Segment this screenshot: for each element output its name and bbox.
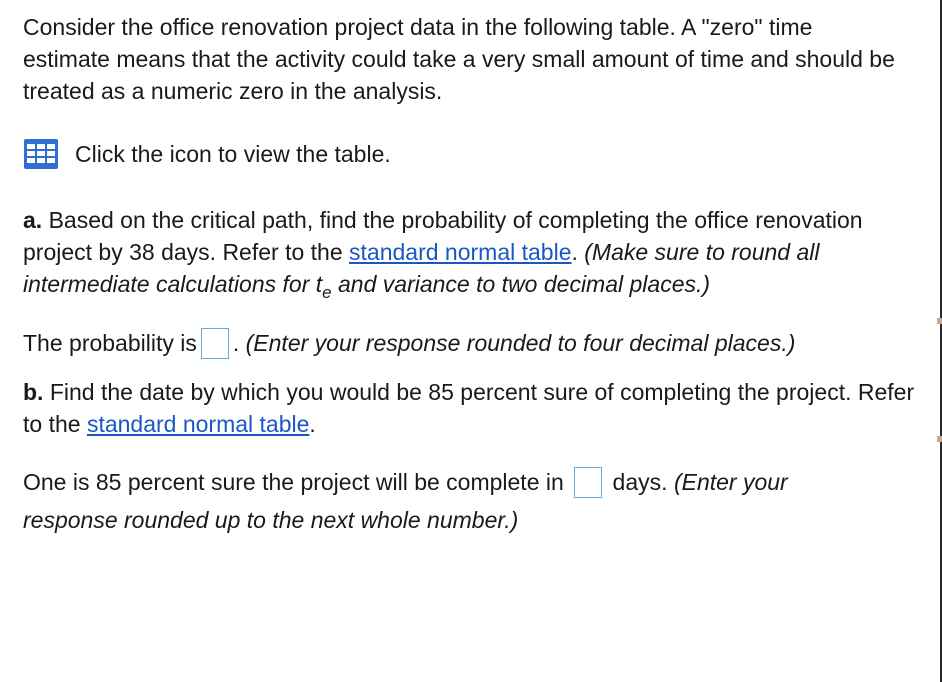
part-b-answer-suffix: days. <box>606 469 674 495</box>
standard-normal-table-link-a[interactable]: standard normal table <box>349 239 572 265</box>
part-a-instruction-1: (Make sure to round all intermediate calculations for t <box>23 239 820 297</box>
intro-text: Consider the office renovation project data in the following table. A "zero" time estimate means that the activity could take a very small amount of time and should be treated as a numeric zero in the analysis. <box>23 14 895 104</box>
part-a-text: Based on the critical path, find the probability of completing the office renovation project by 38 days. Refer to the <box>23 207 863 265</box>
part-a-answer-instruction: (Enter your response rounded to four decimal places.) <box>245 330 796 356</box>
part-b-answer-line <box>23 466 918 536</box>
days-input[interactable] <box>574 467 602 498</box>
part-a-label: a. <box>23 207 43 233</box>
edge-mark <box>937 318 942 324</box>
part-b-answer-row <box>23 466 918 498</box>
table-grid-icon[interactable] <box>23 136 59 172</box>
part-b-text: Find the date by which you would be 85 percent sure of completing the project. Refer to the <box>23 379 915 437</box>
part-a-answer-prefix: The probability is <box>23 330 197 356</box>
part-b-answer-row-2 <box>23 504 918 536</box>
question-content <box>23 11 918 536</box>
standard-normal-table-link-b[interactable]: standard normal table <box>86 411 310 437</box>
part-a <box>23 204 918 303</box>
part-a-question <box>23 204 918 303</box>
part-b-answer-instruction-2: response rounded up to the next whole number.) <box>23 507 519 533</box>
view-table-label[interactable]: Click the icon to view the table. <box>75 141 391 167</box>
part-b-answer-prefix: One is 85 percent sure the project will be complete in <box>23 469 571 495</box>
part-a-answer-suffix: . <box>232 330 246 356</box>
part-b-text-end: . <box>309 411 316 437</box>
part-b-label: b. <box>23 379 44 405</box>
part-a-text-end: . <box>571 239 585 265</box>
view-table-row[interactable] <box>23 134 918 174</box>
part-b <box>23 376 918 440</box>
probability-input[interactable] <box>201 328 229 359</box>
part-a-answer-line <box>23 327 918 359</box>
part-b-question <box>23 376 918 440</box>
part-b-answer-instruction-1: (Enter your <box>673 469 788 495</box>
te-subscript: e <box>322 283 332 302</box>
edge-mark <box>937 436 942 442</box>
part-a-instruction-2: and variance to two decimal places.) <box>331 271 711 297</box>
